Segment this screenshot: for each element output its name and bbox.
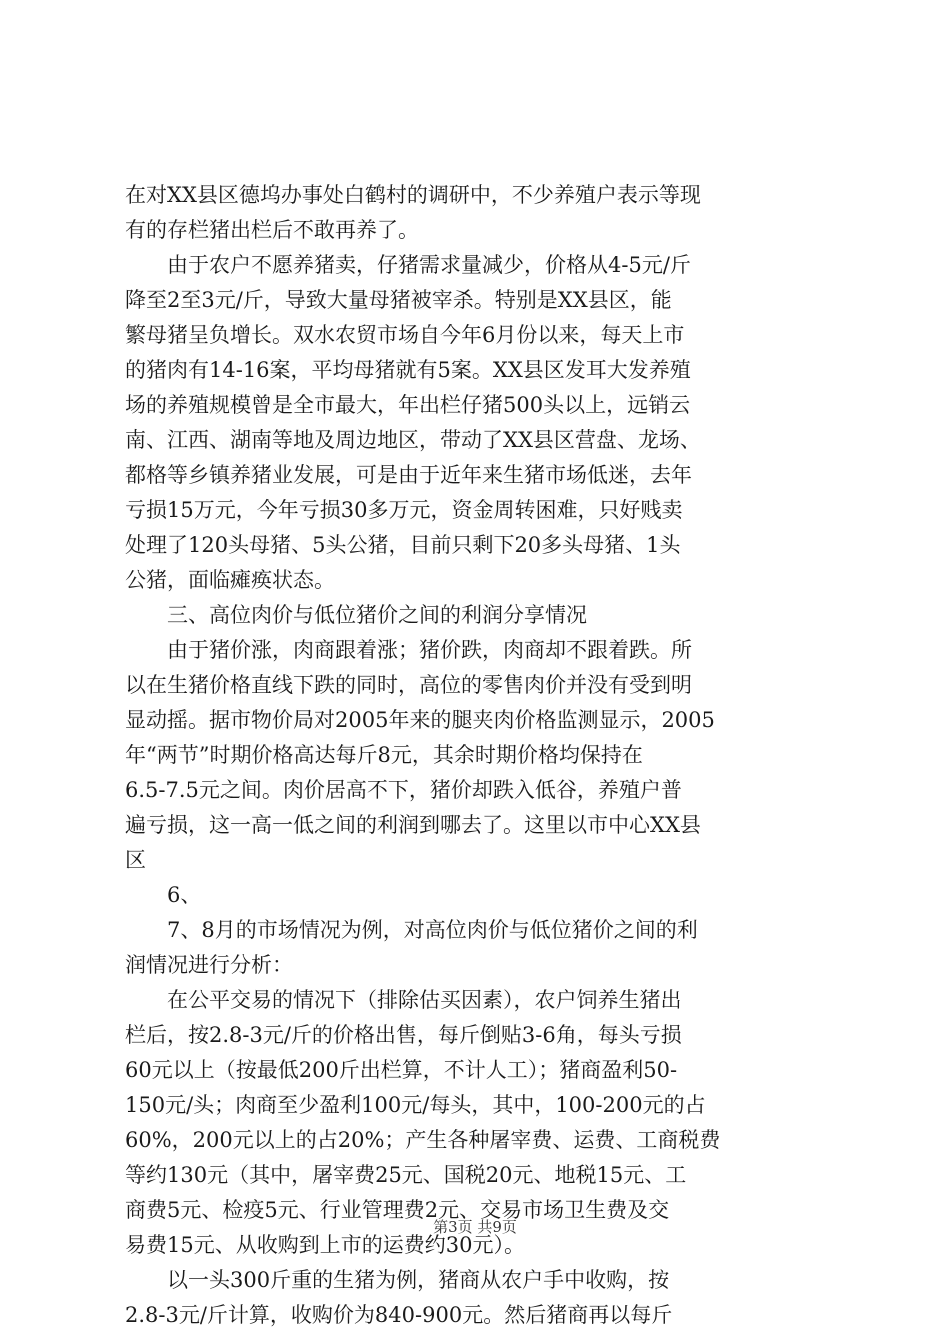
text-line: 三、高位肉价与低位猪价之间的利润分享情况 xyxy=(125,603,587,627)
text-line: 以一头300斤重的生猪为例，猪商从农户手中收购，按 xyxy=(125,1268,670,1292)
text-line: 栏后，按2.8-3元/斤的价格出售，每斤倒贴3-6角，每头亏损 xyxy=(125,1023,682,1047)
text-line: 150元/头；肉商至少盈利100元/每头，其中，100-200元的占 xyxy=(125,1093,706,1117)
text-line: 2.8-3元/斤计算，收购价为840-900元。然后猪商再以每斤 xyxy=(125,1303,673,1327)
text-line: 都格等乡镇养猪业发展，可是由于近年来生猪市场低迷，去年 xyxy=(125,463,692,487)
text-line: 易费15元、从收购到上市的运费约30元）。 xyxy=(125,1233,525,1257)
page-footer: 第3页 共9页 xyxy=(433,1218,517,1236)
text-line: 在公平交易的情况下（排除估买因素），农户饲养生猪出 xyxy=(125,988,682,1012)
text-line: 区 xyxy=(125,848,146,872)
text-line: 商费5元、检疫5元、行业管理费2元、交易市场卫生费及交 xyxy=(125,1198,670,1222)
text-line: 60%，200元以上的占20%；产生各种屠宰费、运费、工商税费 xyxy=(125,1128,721,1152)
text-line: 遍亏损，这一高一低之间的利润到哪去了。这里以市中心XX县 xyxy=(125,813,701,837)
text-line: 60元以上（按最低200斤出栏算，不计人工）；猪商盈利50- xyxy=(125,1058,678,1082)
text-line: 6.5-7.5元之间。肉价居高不下，猪价却跌入低谷，养殖户普 xyxy=(125,778,682,802)
text-line: 在对XX县区德坞办事处白鹤村的调研中，不少养殖户表示等现 xyxy=(125,183,701,207)
text-line: 南、江西、湖南等地及周边地区，带动了XX县区营盘、龙场、 xyxy=(125,428,701,452)
text-line: 有的存栏猪出栏后不敢再养了。 xyxy=(125,218,419,242)
text-line: 6、 xyxy=(125,883,202,907)
text-line: 等约130元（其中，屠宰费25元、国税20元、地税15元、工 xyxy=(125,1163,687,1187)
text-line: 显动摇。据市物价局对2005年来的腿夹肉价格监测显示，2005 xyxy=(125,708,715,732)
body-text xyxy=(125,178,835,1333)
text-line: 的猪肉有14-16案，平均母猪就有5案。XX县区发耳大发养殖 xyxy=(125,358,691,382)
text-line: 降至2至3元/斤，导致大量母猪被宰杀。特别是XX县区，能 xyxy=(125,288,672,312)
text-line: 年“两节”时期价格高达每斤8元，其余时期价格均保持在 xyxy=(125,743,643,767)
text-line: 亏损15万元，今年亏损30多万元，资金周转困难，只好贱卖 xyxy=(125,498,683,522)
text-line: 由于农户不愿养猪卖，仔猪需求量减少，价格从4-5元/斤 xyxy=(125,253,691,277)
text-line: 公猪，面临瘫痪状态。 xyxy=(125,568,335,592)
text-line: 润情况进行分析： xyxy=(125,953,293,977)
text-line: 由于猪价涨，肉商跟着涨；猪价跌，肉商却不跟着跌。所 xyxy=(125,638,692,662)
text-line: 场的养殖规模曾是全市最大，年出栏仔猪500头以上，远销云 xyxy=(125,393,691,417)
text-line: 处理了120头母猪、5头公猪，目前只剩下20多头母猪、1头 xyxy=(125,533,681,557)
text-line: 7、8月的市场情况为例，对高位肉价与低位猪价之间的利 xyxy=(125,918,698,942)
text-line: 以在生猪价格直线下跌的同时，高位的零售肉价并没有受到明 xyxy=(125,673,692,697)
text-line: 繁母猪呈负增长。双水农贸市场自今年6月份以来，每天上市 xyxy=(125,323,685,347)
